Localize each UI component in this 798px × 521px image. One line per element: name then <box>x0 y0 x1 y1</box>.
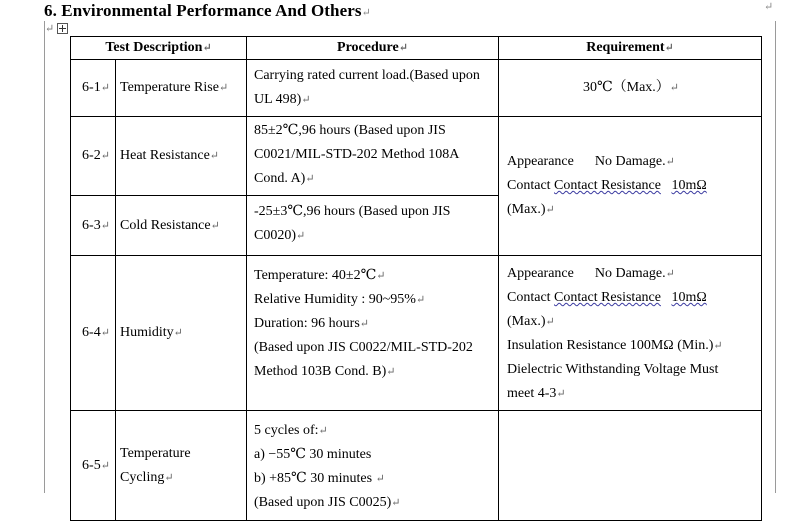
row-description: Temperature Rise↵ <box>116 60 247 117</box>
row-number: 6-1↵ <box>71 60 116 117</box>
row-requirement: 30℃（Max.）↵ <box>499 60 762 117</box>
header-test-description: Test Description↵ <box>71 37 247 60</box>
paragraph-mark: ↵ <box>361 7 371 19</box>
paragraph-mark-right: ↵ <box>764 1 774 13</box>
table-row <box>71 411 762 521</box>
row-description: Temperature Cycling↵ <box>116 411 247 521</box>
row-procedure: -25±3℃,96 hours (Based upon JIS C0020)↵ <box>247 196 499 256</box>
row-procedure: Carrying rated current load.(Based upon UL 498)↵ <box>247 60 499 117</box>
row-description: Humidity↵ <box>116 256 247 411</box>
row-number: 6-3↵ <box>71 196 116 256</box>
row-requirement-empty <box>499 411 762 521</box>
row-number: 6-5↵ <box>71 411 116 521</box>
table-move-handle-icon[interactable] <box>57 23 68 34</box>
row-procedure: 85±2℃,96 hours (Based upon JIS C0021/MIL-STD-202 Method 108A Cond. A)↵ <box>247 117 499 196</box>
row-description: Heat Resistance↵ <box>116 117 247 196</box>
table-row <box>71 256 762 411</box>
row-requirement: Appearance No Damage.↵ Contact Contact Resistance 10mΩ (Max.)↵ Insulation Resistance 100MΩ (Min.)↵ Dielectric Withstanding Voltage Must meet 4-3↵ <box>499 256 762 411</box>
row-description: Cold Resistance↵ <box>116 196 247 256</box>
row-requirement: Appearance No Damage.↵ Contact Contact Resistance 10mΩ (Max.)↵ <box>499 117 762 256</box>
header-requirement: Requirement↵ <box>499 37 762 60</box>
row-number: 6-2↵ <box>71 117 116 196</box>
page-margin-left <box>44 21 45 493</box>
table-row <box>71 60 762 117</box>
row-procedure: 5 cycles of:↵ a) −55℃ 30 minutes b) +85℃ 30 minutes ↵ (Based upon JIS C0025)↵ <box>247 411 499 521</box>
row-procedure: Temperature: 40±2℃↵ Relative Humidity : 90~95%↵ Duration: 96 hours↵ (Based upon JIS C0022/MIL-STD-202 Method 103B Cond. B)↵ <box>247 256 499 411</box>
table-row <box>71 117 762 196</box>
table-anchor <box>45 22 68 35</box>
row-number: 6-4↵ <box>71 256 116 411</box>
table-header-row <box>71 37 762 60</box>
page-margin-right <box>775 21 776 493</box>
spec-table <box>70 36 762 521</box>
section-title <box>44 1 371 21</box>
paragraph-mark: ↵ <box>45 23 55 35</box>
section-title-text: 6. Environmental Performance And Others <box>44 1 362 20</box>
header-procedure: Procedure↵ <box>247 37 499 60</box>
